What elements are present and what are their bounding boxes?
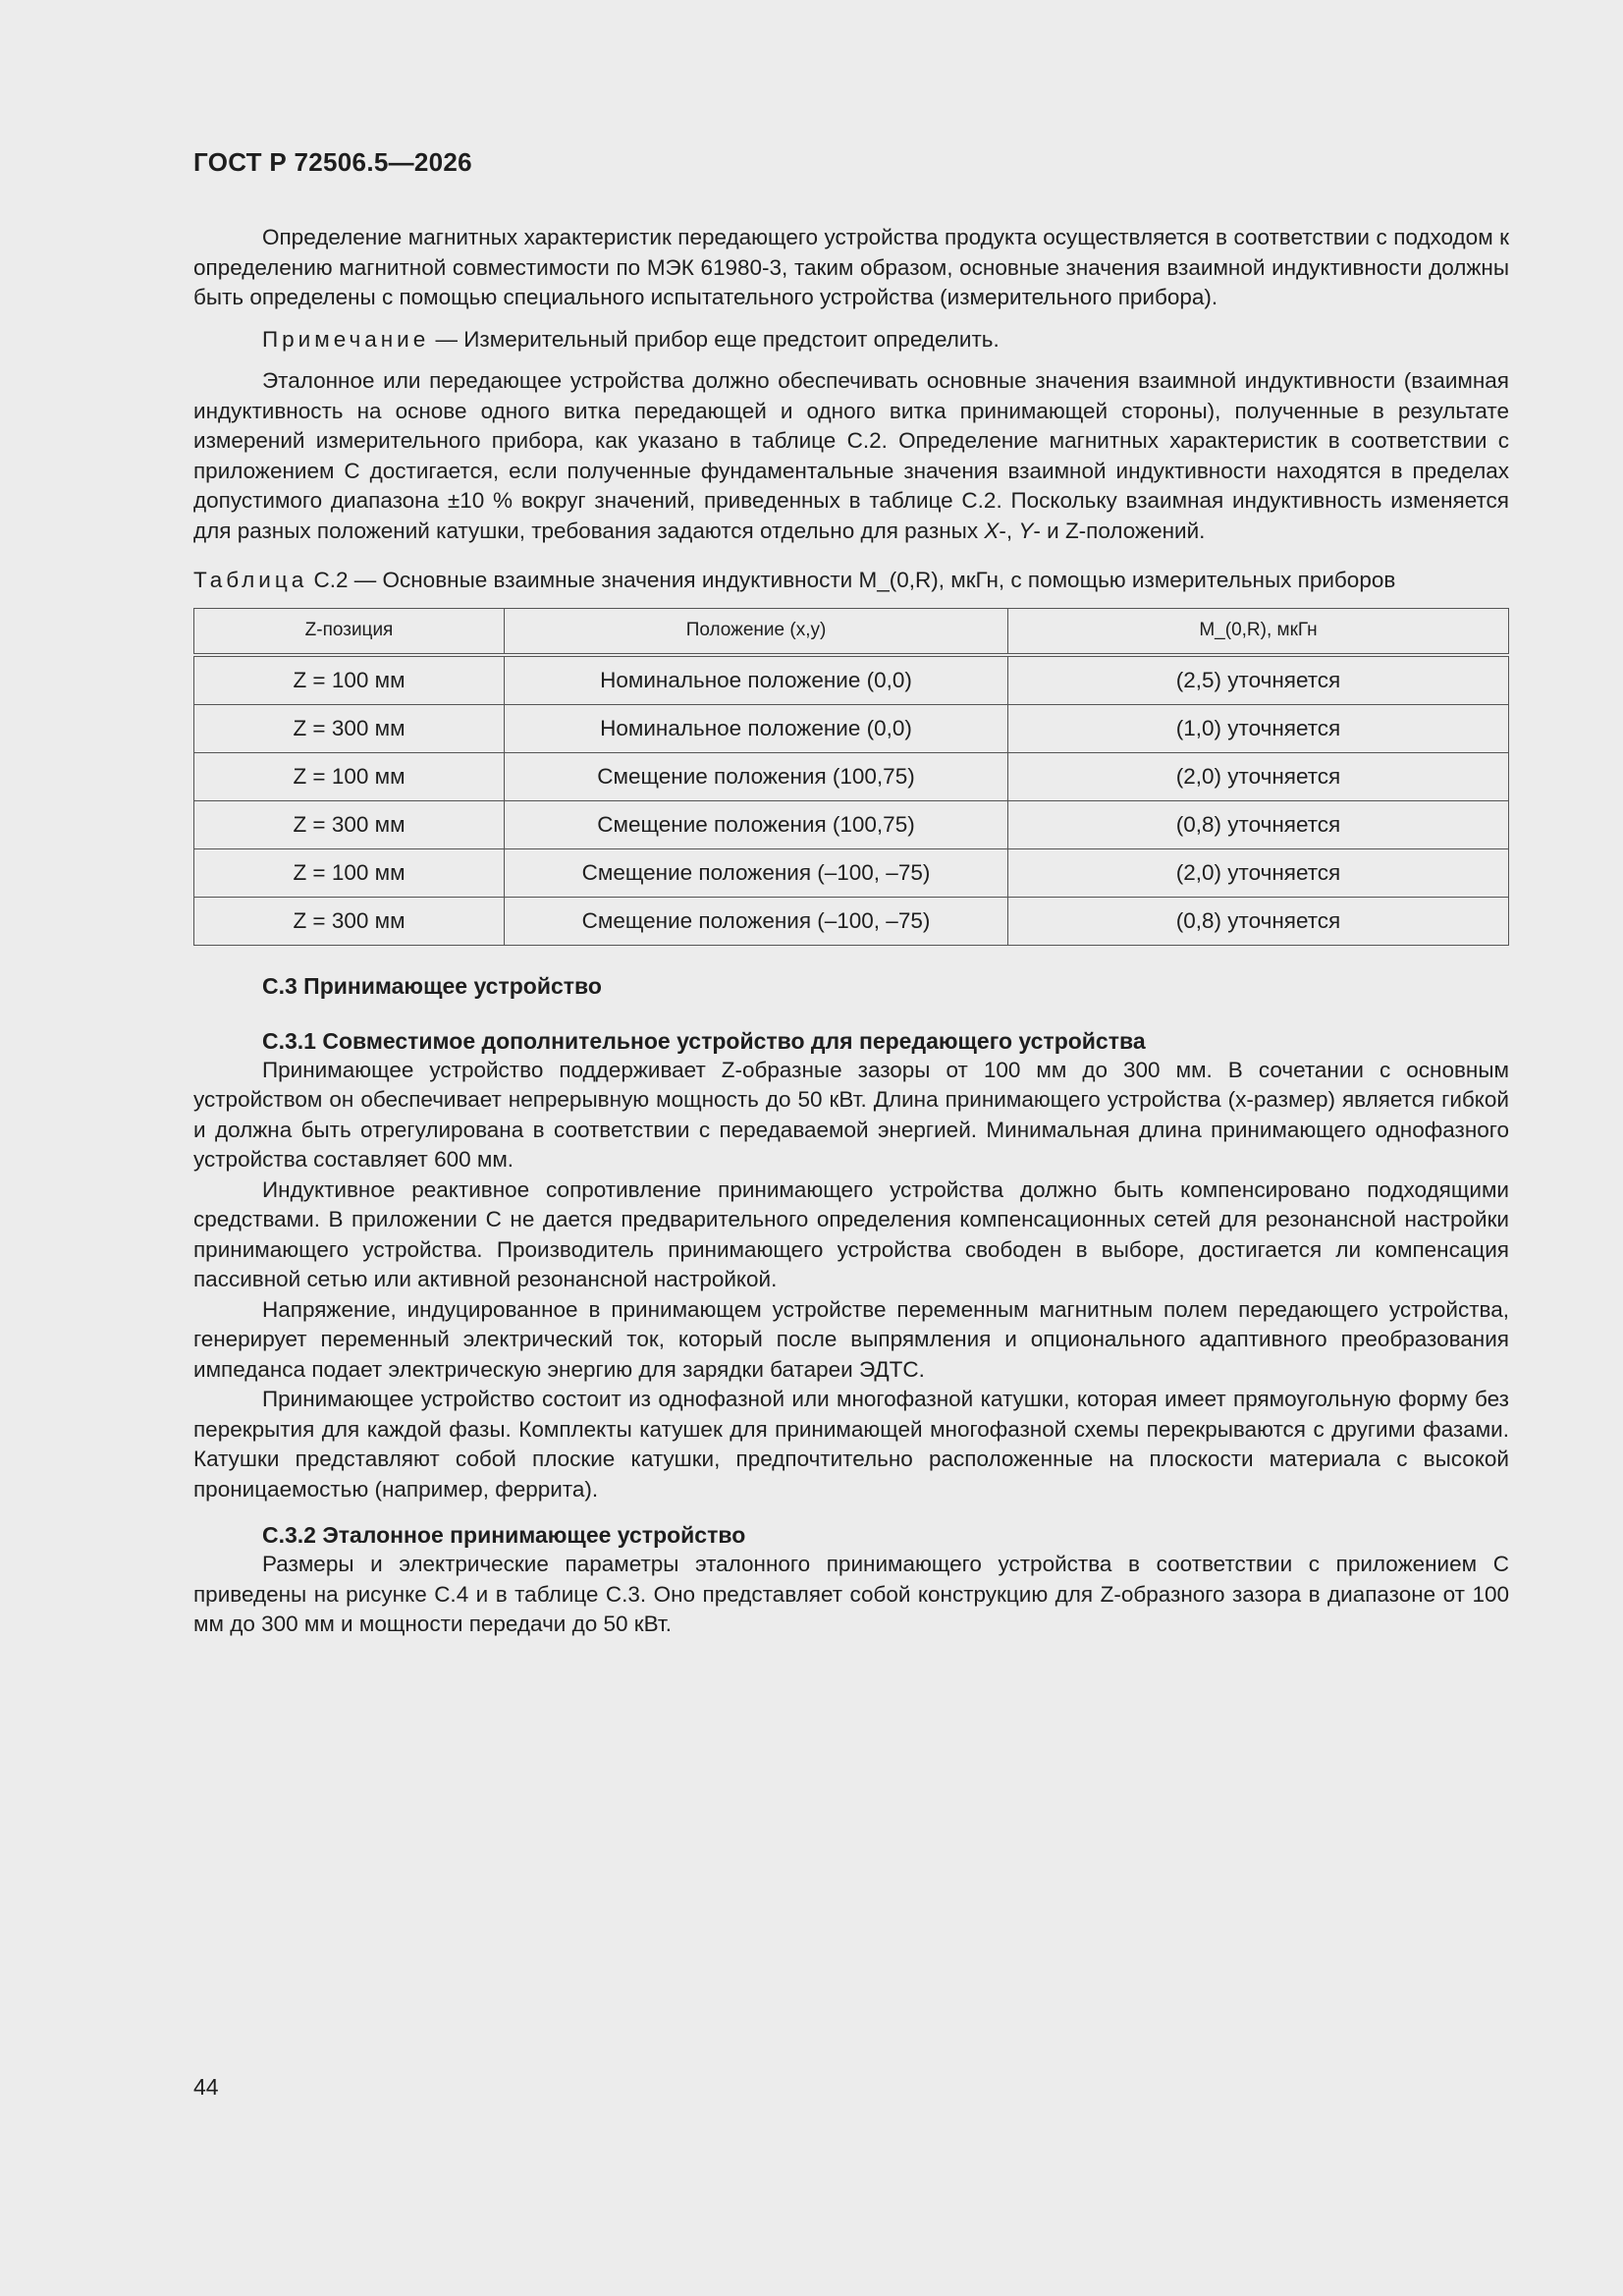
table-row xyxy=(194,848,1509,897)
subsection-c31-title: С.3.1 Совместимое дополнительное устройство для передающего устройства xyxy=(262,1027,1146,1054)
table-row xyxy=(194,655,1509,705)
section-c3-title: С.3 Принимающее устройство xyxy=(262,972,602,999)
page-content xyxy=(193,147,1509,1640)
c32-paragraph: Размеры и электрические параметры эталонного принимающего устройства в соответствии с приложением С приведены на рисунке С.4 и в таблице С.3. Оно представляет собой конструкцию для Z-образного зазора в диапазоне от 100 мм до 300 мм и мощности передачи до 50 кВт. xyxy=(193,1552,1509,1636)
table-cell-position: Смещение положения (100,75) xyxy=(505,752,1008,800)
note-text: — Измерительный прибор еще предстоит определить. xyxy=(429,326,1000,352)
table-cell-z: Z = 100 мм xyxy=(194,848,505,897)
table-cell-position: Номинальное положение (0,0) xyxy=(505,655,1008,705)
paragraph2-start: Эталонное или передающее устройства должно обеспечивать основные значения взаимной индуктивности (взаимная индуктивность на основе одного витка передающей и одного витка принимающей стороны), полученные в результате измерений измерительного прибора, как указано в таблице С.2. Определение магнитных характеристик в соответствии с приложением С достигается, если полученные фундаментальные значения взаимной индуктивности находятся в пределах допустимого диапазона ±10 % вокруг значений, приведенных в таблице С.2. Поскольку взаимная индуктивность изменяется для разных положений катушки, требования задаются отдельно для разных xyxy=(193,368,1509,543)
header-inductance: M_(0,R), мкГн xyxy=(1008,608,1509,655)
note-label: Примечание xyxy=(262,326,430,352)
table-row xyxy=(194,704,1509,752)
table-cell-position: Смещение положения (100,75) xyxy=(505,800,1008,848)
standard-header: ГОСТ Р 72506.5—2026 xyxy=(193,147,472,177)
table-caption xyxy=(193,566,1509,596)
paragraph2-y: Y xyxy=(1018,518,1034,543)
table-cell-z: Z = 300 мм xyxy=(194,800,505,848)
header-position-xy: Положение (x,y) xyxy=(505,608,1008,655)
paragraph2-x: X xyxy=(984,518,1000,543)
table-cell-inductance: (2,0) уточняется xyxy=(1008,848,1509,897)
table-cell-inductance: (2,0) уточняется xyxy=(1008,752,1509,800)
table-cell-inductance: (2,5) уточняется xyxy=(1008,655,1509,705)
table-row xyxy=(194,897,1509,945)
table-cell-z: Z = 300 мм xyxy=(194,704,505,752)
table-row xyxy=(194,752,1509,800)
table-row xyxy=(194,800,1509,848)
table-caption-text: С.2 — Основные взаимные значения индуктивности M_(0,R), мкГн, с помощью измерительных приборов xyxy=(307,568,1396,592)
table-cell-inductance: (0,8) уточняется xyxy=(1008,800,1509,848)
table-header-row xyxy=(194,608,1509,655)
header-z-position: Z-позиция xyxy=(194,608,505,655)
table-cell-z: Z = 300 мм xyxy=(194,897,505,945)
c31-paragraph: Принимающее устройство состоит из однофазной или многофазной катушки, которая имеет прямоугольную форму без перекрытия для каждой фазы. Комплекты катушек для принимающей многофазной схемы перекрываются с другими фазами. Катушки представляют собой плоские катушки, предпочтительно расположенные на плоскости материала с высокой проницаемостью (например, феррита). xyxy=(193,1387,1509,1502)
table-cell-inductance: (0,8) уточняется xyxy=(1008,897,1509,945)
page-number: 44 xyxy=(193,2074,219,2100)
table-cell-inductance: (1,0) уточняется xyxy=(1008,704,1509,752)
paragraph-reference-device xyxy=(193,366,1509,546)
table-caption-label: Таблица xyxy=(193,568,308,592)
table-cell-position: Смещение положения (–100, –75) xyxy=(505,897,1008,945)
c31-paragraph: Принимающее устройство поддерживает Z-образные зазоры от 100 мм до 300 мм. В сочетании с основным устройством он обеспечивает непрерывную мощность до 50 кВт. Длина принимающего устройства (x-размер) является гибкой и должна быть отрегулирована в соответствии с передаваемой энергией. Минимальная длина принимающего однофазного устройства составляет 600 мм. xyxy=(193,1057,1509,1172)
paragraph-magnetic-characteristics: Определение магнитных характеристик передающего устройства продукта осуществляется в соответствии с подходом к определению магнитной совместимости по МЭК 61980-3, таким образом, основные значения взаимной индуктивности должны быть определены с помощью специального испытательного устройства (измерительного прибора). xyxy=(193,225,1509,309)
table-cell-z: Z = 100 мм xyxy=(194,655,505,705)
inductance-table xyxy=(193,608,1509,946)
paragraph2-end: - и Z-положений. xyxy=(1033,518,1206,543)
c31-paragraph: Напряжение, индуцированное в принимающем устройстве переменным магнитным полем передающего устройства, генерирует переменный электрический ток, который после выпрямления и опционального адаптивного преобразования импеданса подает электрическую энергию для зарядки батареи ЭДТС. xyxy=(193,1296,1509,1382)
table-cell-position: Номинальное положение (0,0) xyxy=(505,704,1008,752)
table-cell-position: Смещение положения (–100, –75) xyxy=(505,848,1008,897)
subsection-c32-title: С.3.2 Эталонное принимающее устройство xyxy=(262,1522,746,1548)
c31-paragraph: Индуктивное реактивное сопротивление принимающего устройства должно быть компенсировано подходящими средствами. В приложении С не дается предварительного определения компенсационных сетей для резонансной настройки принимающего устройства. Производитель принимающего устройства свободен в выборе, достигается ли компенсация пассивной сетью или активной резонансной настройкой. xyxy=(193,1176,1509,1291)
paragraph2-mid: -, xyxy=(999,518,1019,543)
note xyxy=(193,325,1509,355)
table-cell-z: Z = 100 мм xyxy=(194,752,505,800)
